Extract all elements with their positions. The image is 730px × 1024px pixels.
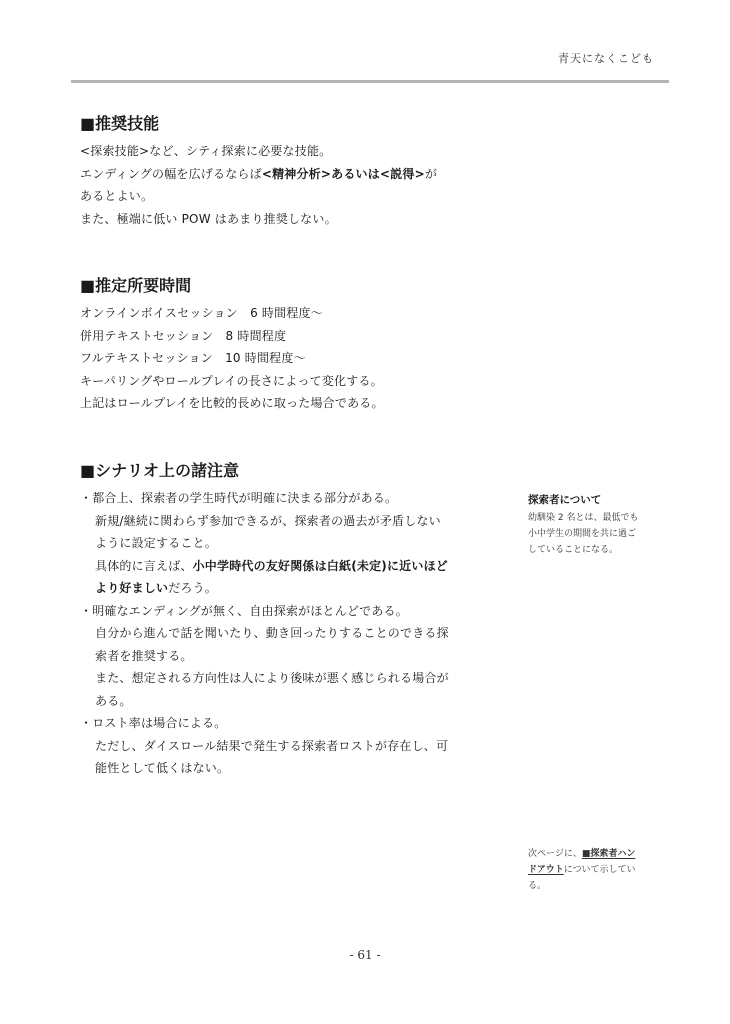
text-run: エンディングの幅を広げるならば [80,166,262,181]
paragraph-line: あるとよい。 [80,189,154,203]
paragraph-line: 自分から進んで話を聞いたり、動き回ったりすることのできる探 [95,626,449,640]
text-run: について示してい [563,865,636,875]
text-run: 次ページに、 [528,849,582,859]
sidenote-line [528,846,668,862]
bullet-line: ・明確なエンディングが無く、自由探索がほとんどである。 [80,603,408,618]
page-number: - 61 - [349,948,381,962]
sidenote-line: 小中学生の期間を共に過ご [528,529,637,539]
text-run: が [424,166,438,181]
emphasis-text: より好ましい [95,581,169,595]
emphasis-skills: <精神分析>あるいは<説得> [261,166,425,181]
section-scenario-notes [80,460,520,780]
paragraph-line: 上記はロールプレイを比較的長めに取った場合である。 [80,396,384,410]
running-header-title: 青天になくこども [558,52,654,65]
paragraph-line: 索者を推奨する。 [95,648,193,663]
handout-link[interactable]: ドアウト [528,865,564,875]
sidenote-line: 幼馴染 2 名とは、最低でも [528,513,639,523]
sidenote-line: る。 [528,881,547,891]
sidenote-investigators [528,492,668,558]
paragraph-line: また、極端に低い POW はあまり推奨しない。 [80,211,337,226]
paragraph-line: フルテキストセッション 10 時間程度～ [80,351,306,365]
paragraph-line: ように設定すること。 [95,536,218,550]
paragraph-line: 併用テキストセッション 8 時間程度 [80,328,287,343]
bullet-line: ・都合上、探索者の学生時代が明確に決まる部分がある。 [80,491,398,505]
paragraph-line: ある。 [95,693,132,708]
paragraph-line: ただし、ダイスロール結果で発生する探索者ロストが存在し、可 [95,738,449,753]
paragraph-line: 新規/継続に関わらず参加できるが、探索者の過去が矛盾しない [95,513,441,528]
sidenote-next-page [528,846,668,894]
paragraph-line [80,163,520,186]
handout-link[interactable]: ■探索者ハン [581,849,636,859]
section-estimated-time [80,275,520,415]
section-title: ■推定所要時間 [80,276,192,295]
section-title: ■シナリオ上の諸注意 [80,461,239,480]
section-recommended-skills [80,113,520,230]
paragraph-line: <探索技能>など、シティ探索に必要な技能。 [80,144,332,158]
header-divider [71,80,669,83]
text-run: 具体的に言えば、 [95,558,193,573]
sidenote-heading: 探索者について [528,494,602,506]
text-run: だろう。 [168,581,218,595]
paragraph-line: オンラインボイスセッション 6 時間程度～ [80,306,323,320]
section-title: ■推奨技能 [80,114,160,133]
sidenote-line [528,862,668,878]
paragraph-line: また、想定される方向性は人により後味が悪く感じられる場合が [95,671,449,685]
paragraph-line [80,555,520,578]
bullet-line: ・ロスト率は場合による。 [80,716,227,730]
paragraph-line [80,577,520,600]
paragraph-line: キーパリングやロールプレイの長さによって変化する。 [80,373,383,388]
paragraph-line: 能性として低くはない。 [95,761,230,775]
emphasis-text: 小中学時代の友好関係は白紙(未定)に近いほど [192,558,448,573]
sidenote-line: していることになる。 [528,545,619,555]
